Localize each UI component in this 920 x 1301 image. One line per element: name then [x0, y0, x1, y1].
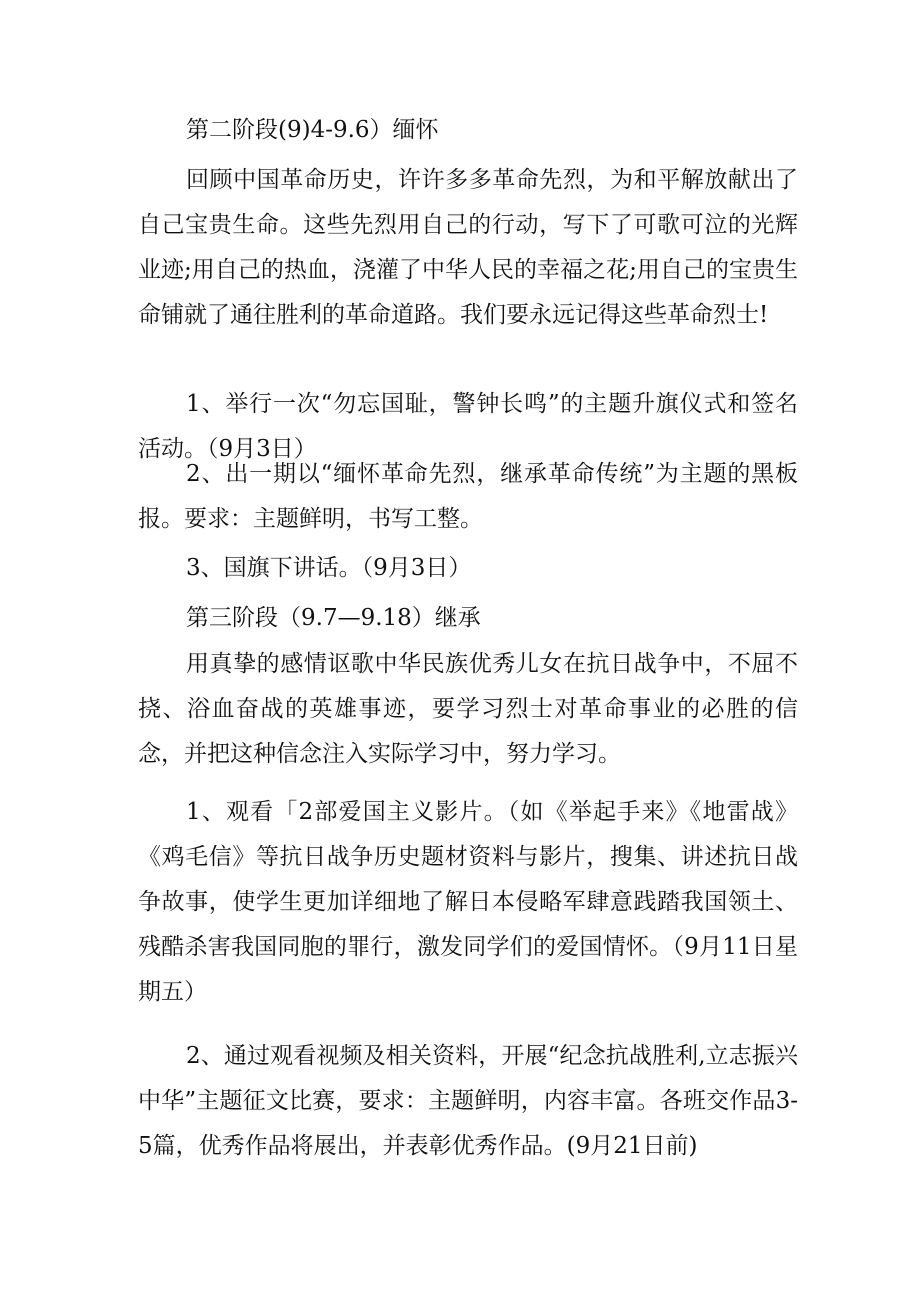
paragraph-review-history: 回顾中国革命历史，许许多多革命先烈，为和平解放献出了自己宝贵生命。这些先烈用自己的行动，写下了可歌可泣的光辉业迹;用自己的热血，浇灌了中华人民的幸福之花;用自己的宝贵生命铺就了通往胜利的革命道路。我们要永远记得这些革命烈士!	[138, 167, 798, 328]
heading-stage-three: 第三阶段（9.7—9.18）继承	[186, 605, 481, 631]
list-item-flag-speech: 3、国旗下讲话。（9月3日）	[186, 555, 472, 581]
paragraph-inherit: 用真挚的感情讴歌中华民族优秀儿女在抗日战争中，不屈不挠、浴血奋战的英雄事迹，要学习烈士对革命事业的必胜的信念，并把这种信念注入实际学习中，努力学习。	[138, 651, 798, 767]
list-item-watch-films: 1、观看「2部爱国主义影片。（如《举起手来》《地雷战》《鸡毛信》等抗日战争历史题材资料与影片，搜集、讲述抗日战争故事，使学生更加详细地了解日本侵略军肆意践踏我国领土、残酷杀害我国同胞的罪行，激发同学们的爱国情怀。（9月11日星期五）	[138, 799, 798, 1005]
list-item-flag-ceremony: 1、举行一次“勿忘国耻，警钟长鸣”的主题升旗仪式和签名活动。（9月3日）	[138, 391, 798, 462]
list-item-blackboard: 2、出一期以“缅怀革命先烈，继承革命传统”为主题的黑板报。要求：主题鲜明，书写工整。	[138, 461, 798, 532]
list-item-essay-contest: 2、通过观看视频及相关资料，开展“纪念抗战胜利,立志振兴中华”主题征文比赛，要求：主题鲜明，内容丰富。各班交作品3-5篇，优秀作品将展出，并表彰优秀作品。(9月21日前)	[138, 1043, 798, 1159]
heading-stage-two: 第二阶段(9)4-9.6）缅怀	[186, 117, 439, 143]
